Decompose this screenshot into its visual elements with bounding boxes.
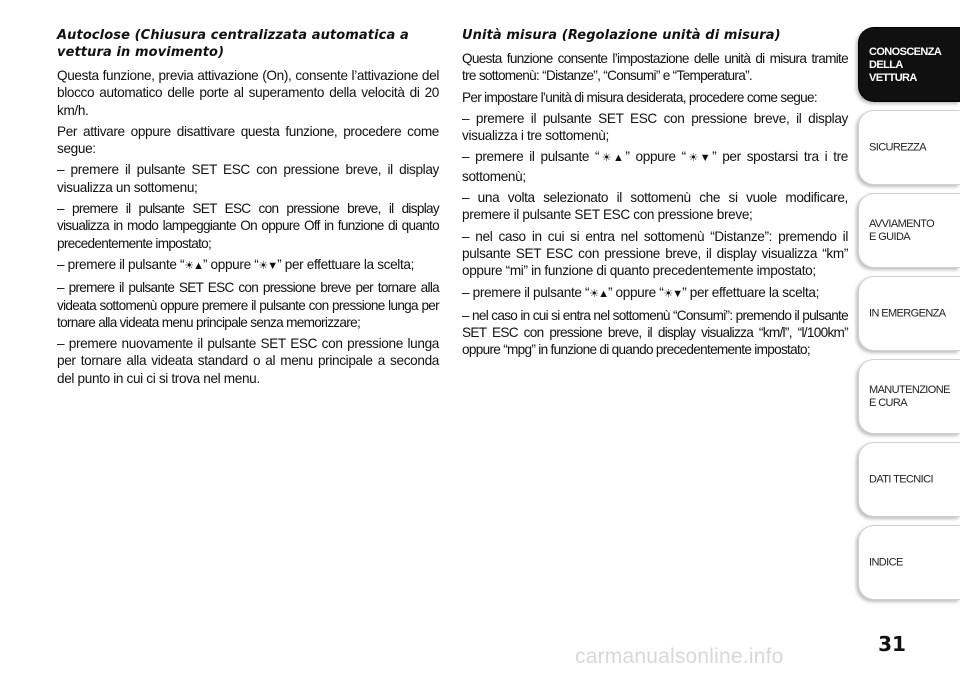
text-fragment: ” oppure “ [625, 149, 686, 165]
paragraph: Per impostare l’unità di misura desiderata, procedere come segue: [462, 89, 817, 105]
paragraph: Per attivare oppure disattivare questa funzione, procedere come segue: [57, 123, 439, 157]
tab-label: DATI TECNICI [869, 473, 933, 485]
right-column [462, 27, 848, 363]
text-fragment: ” per effettuare la scelta; [277, 256, 415, 272]
brightness-down-icon: ☀▼ [258, 259, 278, 272]
paragraph [57, 256, 439, 275]
tab-avviamento-e-guida[interactable] [858, 193, 960, 268]
text-fragment: ” per spostarsi tra i tre sottomenù; [462, 149, 849, 184]
section-heading-unita-misura: Unità misura (Regolazione unità di misura) [462, 28, 781, 43]
tab-label: AVVIAMENTO E GUIDA [869, 217, 935, 243]
text-fragment: – premere il pulsante “ [462, 284, 590, 300]
tab-conoscenza-della-vettura[interactable] [858, 27, 960, 102]
paragraph: Questa funzione consente l’impostazione delle unità di misura tramite tre sottomenù: “Distanze”, “Consumi” e “Temperatura”. [462, 51, 848, 84]
paragraph: – premere il pulsante SET ESC con pressione breve, il display visualizza un sottomenu; [57, 162, 439, 195]
tab-label: SICUREZZA [869, 141, 926, 153]
brightness-up-icon: ☀▲ [599, 152, 626, 165]
text-fragment: – premere il pulsante “ [462, 149, 600, 165]
watermark: carmanualsonline.info [575, 645, 784, 668]
tab-label: CONOSCENZA DELLA VETTURA [869, 46, 942, 84]
paragraph: – premere il pulsante SET ESC con pressione breve per tornare alla videata sottomenù oppure premere il pulsante con pressione lunga per tornare alla videata menu principale senza memorizzare; [57, 280, 439, 330]
paragraph: – premere il pulsante SET ESC con pressione breve, il display visualizza i tre sottomenù; [462, 110, 848, 144]
tab-label: MANUTENZIONE E CURA [869, 383, 950, 409]
paragraph: – premere il pulsante SET ESC con pressione breve, il display visualizza in modo lampeggiante On oppure Off in funzione di quanto precedentemente impostato; [57, 201, 439, 251]
tab-sicurezza[interactable] [858, 110, 960, 185]
section-heading-autoclose: Autoclose (Chiusura centralizzata automatica a vettura in movimento) [57, 28, 409, 60]
paragraph [462, 148, 848, 185]
tab-dati-tecnici[interactable] [858, 442, 960, 517]
tab-indice[interactable] [858, 525, 960, 600]
paragraph: – nel caso in cui si entra nel sottomenù “Consumi”: premendo il pulsante SET ESC con pressione breve, il display visualizza “km/l”, “l/100km” oppure “mpg” in funzione di quando precedentemente impostato; [462, 307, 848, 358]
brightness-down-icon: ☀▼ [663, 287, 683, 300]
text-fragment: ” per effettuare la scelta; [682, 284, 820, 300]
brightness-down-icon: ☀▼ [685, 152, 713, 165]
tab-label: INDICE [869, 556, 903, 568]
paragraph: – una volta selezionato il sottomenù che si vuole modificare, premere il pulsante SET ESC con pressione breve; [462, 190, 848, 223]
paragraph: Questa funzione, previa attivazione (On), consente l’attivazione del blocco automatico delle porte al superamento della velocità di 20 km/h. [57, 68, 439, 118]
chapter-sidebar [858, 27, 960, 608]
brightness-up-icon: ☀▲ [589, 287, 608, 300]
tab-label: IN EMERGENZA [869, 307, 946, 319]
text-fragment: – premere il pulsante “ [57, 256, 185, 272]
tab-manutenzione-e-cura[interactable] [858, 359, 960, 434]
paragraph: – premere nuovamente il pulsante SET ESC con pressione lunga per tornare alla videata standard o al menu principale a seconda del punto in cui ci si trova nel menu. [57, 336, 439, 386]
tab-in-emergenza[interactable] [858, 276, 960, 351]
paragraph [462, 284, 848, 303]
brightness-up-icon: ☀▲ [184, 259, 203, 272]
text-fragment: ” oppure “ [607, 284, 664, 300]
page-number: 31 [878, 632, 906, 656]
text-fragment: ” oppure “ [202, 256, 259, 272]
paragraph: – nel caso in cui si entra nel sottomenù “Distanze”: premendo il pulsante SET ESC con pressione breve, il display visualizza “km” oppure “mi” in funzione di quanto precedentemente impostato; [462, 228, 848, 279]
left-column [57, 27, 439, 391]
